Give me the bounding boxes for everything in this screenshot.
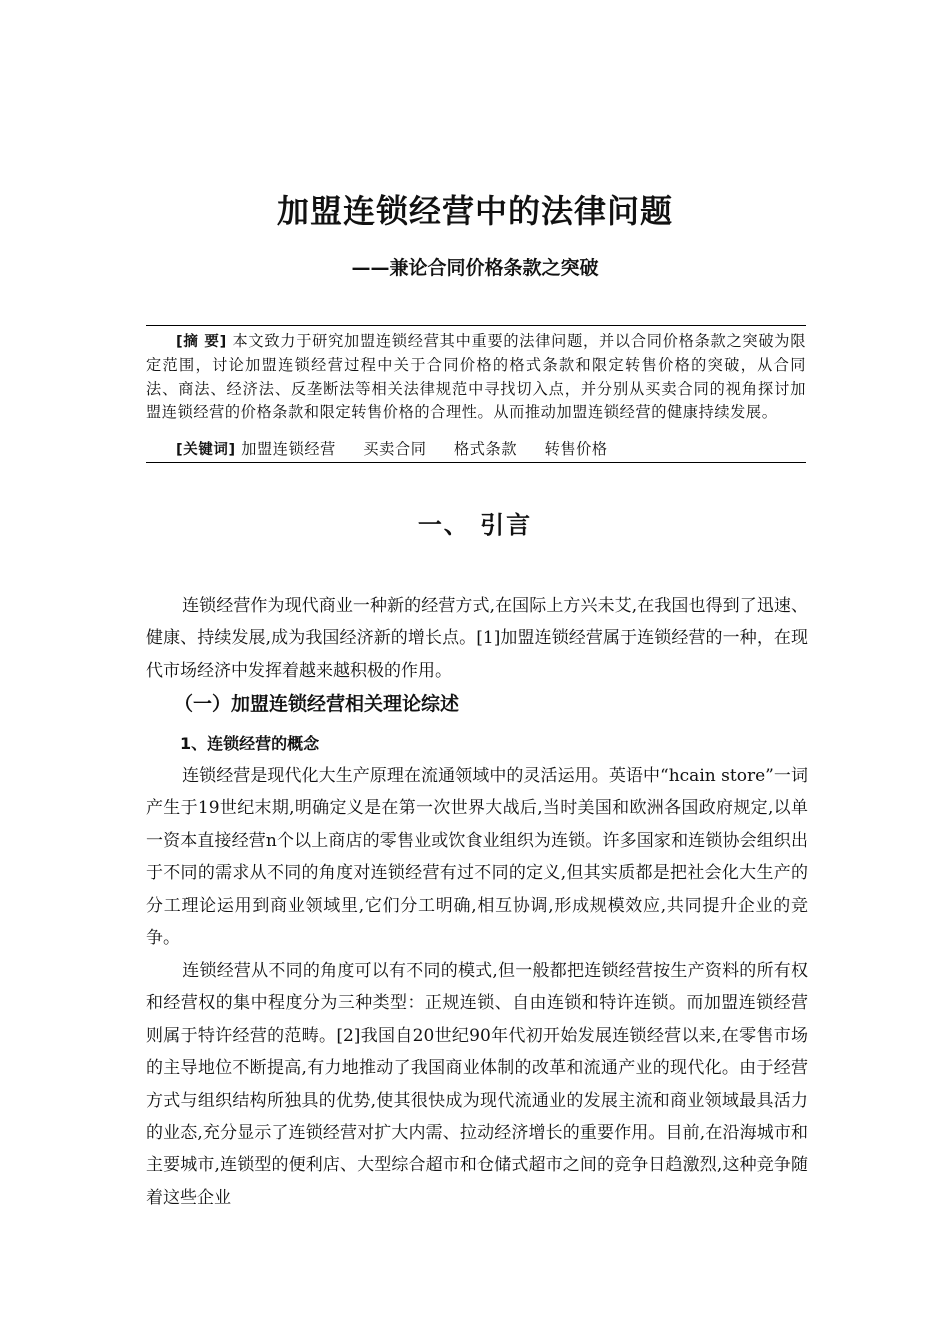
paragraph-text: 连锁经营从不同的角度可以有不同的模式,但一般都把连锁经营按生产资料的所有权和经营权的集中程度分为三种类型：正规连锁、自由连锁和特许连锁。而加盟连锁经营则属于特许经营的范畴。[2]我国自20世纪90年代初开始发展连锁经营以来,在零售市场的主导地位不断提高,有力地推动了我国商业体制的改革和流通产业的现代化。由于经营方式与组织结构所独具的优势,使其很快成为现代流通业的发展主流和商业领域最具活力的业态,充分显示了连锁经营对扩大内需、拉动经济增长的重要作用。目前,在沿海城市和主要城市,连锁型的便利店、大型综合超市和仓储式超市之间的竞争日趋激烈,这种竞争随着这些企业 xyxy=(146,961,808,1208)
keyword-item: 转售价格 xyxy=(544,440,608,458)
intro-text: 连锁经营作为现代商业一种新的经营方式,在国际上方兴未艾,在我国也得到了迅速、健康、持续发展,成为我国经济新的增长点。[1]加盟连锁经营属于连锁经营的一种，在现代市场经济中发挥着越来越积极的作用。 xyxy=(146,596,808,681)
keyword-item: 格式条款 xyxy=(453,440,518,458)
body-paragraph-2 xyxy=(146,955,808,1214)
keyword-item: 加盟连锁经营 xyxy=(241,440,336,458)
paper-subtitle: ——兼论合同价格条款之突破 xyxy=(351,257,599,279)
abstract-text: 本文致力于研究加盟连锁经营其中重要的法律问题，并以合同价格条款之突破为限定范围，讨论加盟连锁经营过程中关于合同价格的格式条款和限定转售价格的突破，从合同法、商法、经济法、反垄断法等相关法律规范中寻找切入点，并分别从买卖合同的视角探讨加盟连锁经营的价格条款和限定转售价格的合理性。从而推动加盟连锁经营的健康持续发展。 xyxy=(146,332,806,421)
intro-paragraph xyxy=(146,590,808,687)
subsection-title: （一）加盟连锁经营相关理论综述 xyxy=(174,693,460,715)
body-paragraph-1 xyxy=(146,760,808,954)
abstract-block xyxy=(146,325,806,463)
abstract-label: [摘 要] xyxy=(176,334,227,350)
keyword-item: 买卖合同 xyxy=(363,440,427,458)
paragraph-text: 连锁经营是现代化大生产原理在流通领域中的灵活运用。英语中“hcain store”一词产生于19世纪末期,明确定义是在第一次世界大战后,当时美国和欧洲各国政府规定,以单一资本直接经营n个以上商店的零售业或饮食业组织为连锁。许多国家和连锁协会组织出于不同的需求从不同的角度对连锁经营有过不同的定义,但其实质都是把社会化大生产的分工理论运用到商业领域里,它们分工明确,相互协调,形成规模效应,共同提升企业的竞争。 xyxy=(146,766,808,949)
section-heading: 一、 引言 xyxy=(417,510,533,539)
paper-title: 加盟连锁经营中的法律问题 xyxy=(276,192,673,230)
subsubsection-title: 1、连锁经营的概念 xyxy=(180,734,320,753)
abstract-paragraph xyxy=(146,330,806,424)
keywords-label: [关键词] xyxy=(176,442,236,458)
keywords-line xyxy=(176,438,630,459)
